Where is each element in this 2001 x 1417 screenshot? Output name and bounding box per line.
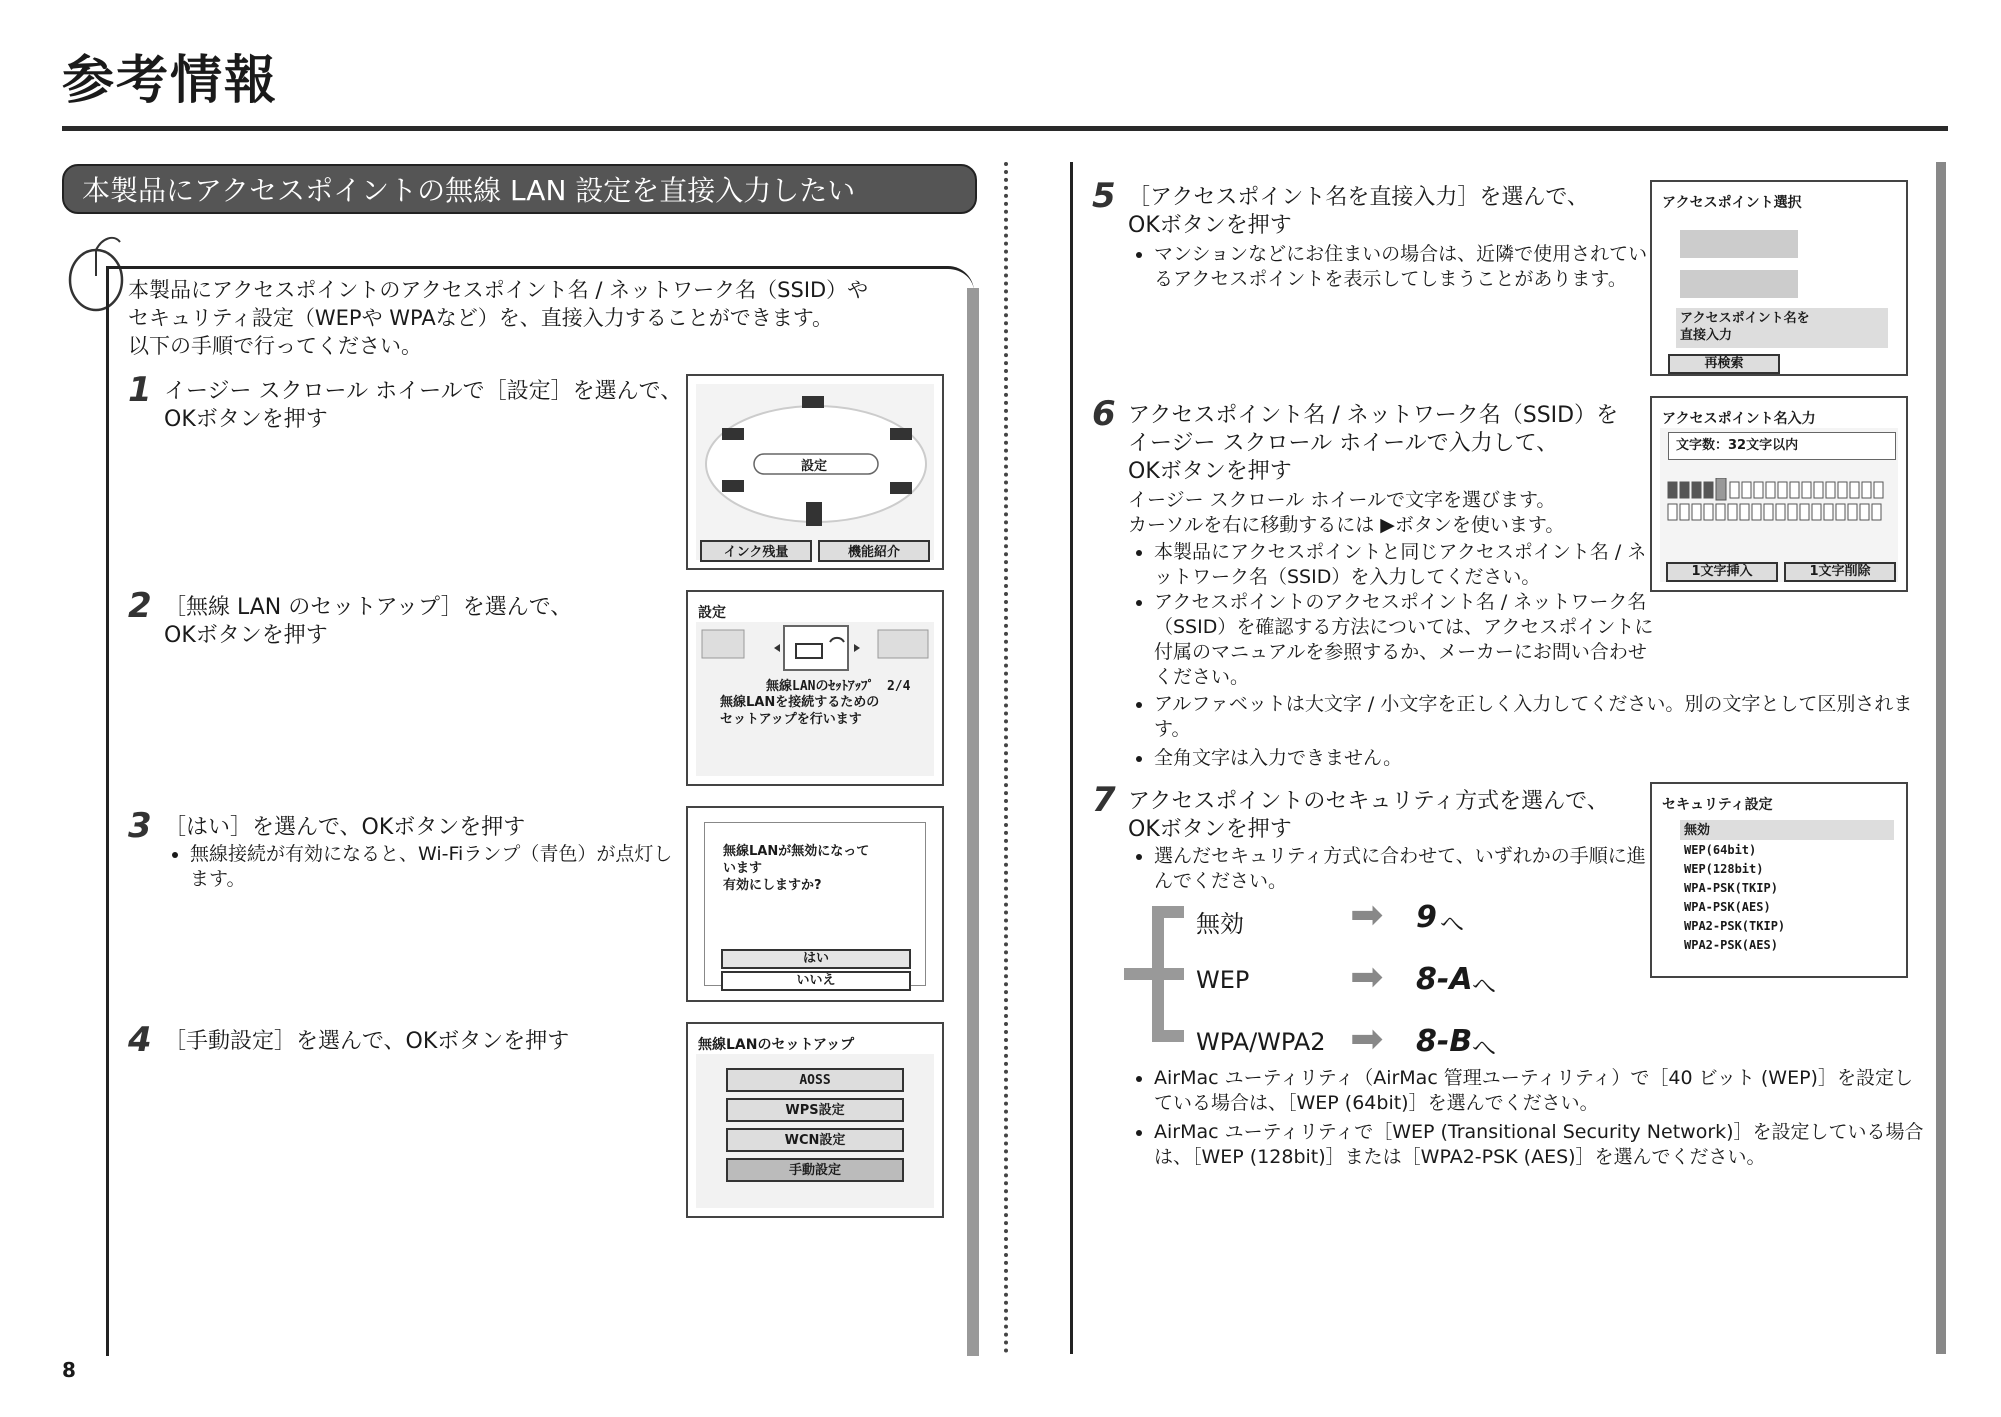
screen-settings — [686, 590, 944, 786]
screen-title: アクセスポイント選択 — [1662, 195, 1802, 211]
step-6-bullets-wide — [1130, 692, 1924, 771]
screen-security-settings — [1650, 782, 1908, 978]
screen-home — [686, 374, 944, 570]
intro-line: セキュリティ設定（WEPや WPAなど）を、直接入力することができます。 — [128, 306, 834, 330]
step-number: 4 — [128, 1020, 152, 1060]
screen-title: アクセスポイント名入力 — [1662, 411, 1816, 427]
direct-input-label: アクセスポイント名を — [1680, 311, 1810, 326]
page-number: 8 — [62, 1358, 76, 1382]
intro-text — [128, 276, 948, 360]
step-7-text — [1128, 788, 1609, 844]
aoss-option[interactable]: AOSS — [726, 1068, 904, 1092]
step-line: アクセスポイント名 / ネットワーク名（SSID）を — [1128, 403, 1619, 428]
rescan-button[interactable]: 再検索 — [1668, 354, 1780, 374]
route-suffix: へ — [1440, 910, 1464, 938]
intro-line: 以下の手順で行ってください。 — [128, 334, 422, 358]
step-6-notes — [1128, 488, 1564, 538]
char-limit-label: 文字数：32文字以内 — [1676, 438, 1799, 453]
bullet-item: • アクセスポイントのアクセスポイント名 / ネットワーク名（SSID）を確認する方法については、アクセスポイントに付属のマニュアルを参照するか、メーカーにお問い合わせください。 — [1154, 590, 1654, 690]
step-line: アクセスポイントのセキュリティ方式を選んで、 — [1128, 789, 1609, 814]
security-option[interactable]: WEP(128bit) — [1684, 862, 1764, 876]
delete-char-button[interactable]: 1文字削除 — [1784, 562, 1896, 582]
right-panel-frame — [1070, 162, 1073, 1354]
screen-title: 無線LANのセットアップ — [698, 1037, 855, 1053]
right-panel-rail — [1936, 162, 1946, 1354]
bullet-item: • アルファベットは大文字 / 小文字を正しく入力してください。別の文字として区別されます。 — [1154, 692, 1924, 742]
manual-option[interactable]: 手動設定 — [726, 1158, 904, 1182]
step-number: 7 — [1092, 780, 1116, 820]
security-option[interactable]: WPA2-PSK(AES) — [1684, 938, 1778, 952]
screen-desc: 無線LANを接続するための — [720, 695, 880, 710]
column-divider — [1004, 162, 1008, 1354]
step-number: 3 — [128, 806, 152, 846]
page-title: 参考情報 — [62, 51, 279, 111]
final-bullets — [1130, 1066, 1924, 1170]
step-number: 5 — [1092, 176, 1116, 216]
step-number: 6 — [1092, 394, 1116, 434]
route-suffix: へ — [1472, 1034, 1496, 1062]
selected-row-bg — [1680, 820, 1894, 840]
step-3-text: ［はい］を選んで、OKボタンを押す — [164, 815, 526, 840]
route-label: WPA/WPA2 — [1196, 1028, 1326, 1056]
note-line: カーソルを右に移動するには ▶ボタンを使います。 — [1128, 514, 1565, 536]
bullet-item: • 無線接続が有効になると、Wi-Fiランプ（青色）が点灯します。 — [190, 842, 690, 892]
direct-input-label: 直接入力 — [1680, 328, 1733, 343]
bullet-item: • マンションなどにお住まいの場合は、近隣で使用されているアクセスポイントを表示してしまうことがあります。 — [1154, 242, 1654, 292]
route-bracket-icon — [1124, 906, 1188, 1046]
left-panel-rail — [967, 288, 979, 1356]
screen-desc: セットアップを行います — [720, 712, 862, 727]
step-line: ［無線 LAN のセットアップ］を選んで、 — [164, 595, 573, 620]
security-option[interactable]: WPA-PSK(TKIP) — [1684, 881, 1778, 895]
screen-ap-select — [1650, 180, 1908, 376]
arrow-right-icon: ➡ — [1350, 892, 1384, 938]
screen-ap-name-input — [1650, 396, 1908, 592]
security-option[interactable]: WPA-PSK(AES) — [1684, 900, 1771, 914]
step-line: OKボタンを押す — [1128, 213, 1292, 238]
step-line: イージー スクロール ホイールで［設定］を選んで、 — [164, 379, 683, 404]
security-option[interactable]: 無効 — [1684, 823, 1711, 838]
step-5-text — [1128, 184, 1589, 240]
features-button[interactable]: 機能紹介 — [818, 540, 930, 562]
screen-caption: 無線LANのｾｯﾄｱｯﾌﾟ 2/4 — [766, 679, 911, 694]
bullet-item: • 本製品にアクセスポイントと同じアクセスポイント名 / ネットワーク名（SSID）を入力してください。 — [1154, 540, 1654, 590]
section-title: 本製品にアクセスポイントの無線 LAN 設定を直接入力したい — [62, 164, 977, 214]
char-grid-icon[interactable] — [1660, 478, 1900, 526]
step-line: OKボタンを押す — [164, 407, 328, 432]
step-2-text — [164, 594, 572, 650]
dialog-message: います — [723, 861, 763, 876]
intro-line: 本製品にアクセスポイントのアクセスポイント名 / ネットワーク名（SSID）や — [128, 278, 869, 302]
dialog-message: 有効にしますか? — [723, 878, 822, 893]
step-number: 1 — [128, 370, 152, 410]
step-line: OKボタンを押す — [1128, 817, 1292, 842]
note-line: イージー スクロール ホイールで文字を選びます。 — [1128, 489, 1556, 511]
step-6-bullets — [1130, 540, 1654, 690]
insert-char-button[interactable]: 1文字挿入 — [1666, 562, 1778, 582]
step-7-bullets — [1130, 844, 1664, 894]
home-center-label: 設定 — [801, 459, 828, 474]
screen-title: 設定 — [698, 605, 726, 621]
step-number: 2 — [128, 586, 152, 626]
yes-button[interactable]: はい — [721, 949, 911, 969]
step-line: OKボタンを押す — [164, 623, 328, 648]
security-option[interactable]: WEP(64bit) — [1684, 843, 1757, 857]
step-1-text — [164, 378, 682, 434]
bullet-item: • AirMac ユーティリティで［WEP (Transitional Security Network)］を設定している場合は、［WEP (128bit)］または［WPA2-PSK (AES)］を選んでください。 — [1154, 1120, 1924, 1170]
screen-title: セキュリティ設定 — [1662, 797, 1773, 813]
step-5-bullets — [1130, 242, 1654, 292]
route-target: 9 — [1416, 900, 1437, 935]
security-option[interactable]: WPA2-PSK(TKIP) — [1684, 919, 1786, 933]
screen-wireless-setup — [686, 1022, 944, 1218]
screen-enable-wireless — [686, 806, 944, 1002]
bullet-item: • 選んだセキュリティ方式に合わせて、いずれかの手順に進んでください。 — [1154, 844, 1664, 894]
arrow-right-icon: ➡ — [1350, 954, 1384, 1000]
route-label: WEP — [1196, 966, 1250, 994]
bullet-item: • AirMac ユーティリティ（AirMac 管理ユーティリティ）で［40 ビット (WEP)］を設定している場合は、［WEP (64bit)］を選んでください。 — [1154, 1066, 1924, 1116]
wireless-setup-icon — [696, 622, 936, 682]
ink-level-button[interactable]: インク残量 — [700, 540, 812, 562]
route-suffix: へ — [1472, 972, 1496, 1000]
step-6-text — [1128, 402, 1618, 486]
bullet-item: • 全角文字は入力できません。 — [1154, 746, 1924, 771]
step-line: OKボタンを押す — [1128, 459, 1292, 484]
wcn-option[interactable]: WCN設定 — [726, 1128, 904, 1152]
arrow-right-icon: ➡ — [1350, 1016, 1384, 1062]
step-line: ［アクセスポイント名を直接入力］を選んで、 — [1128, 185, 1589, 210]
route-target: 8-B — [1416, 1024, 1473, 1059]
step-3-bullets — [166, 842, 690, 892]
title-rule — [62, 126, 1948, 131]
route-target: 8-A — [1416, 962, 1473, 997]
blurred-ap-item[interactable] — [1680, 270, 1798, 298]
step-line: イージー スクロール ホイールで入力して、 — [1128, 431, 1559, 456]
dialog-message: 無線LANが無効になって — [723, 844, 870, 859]
no-button[interactable]: いいえ — [721, 971, 911, 991]
wps-option[interactable]: WPS設定 — [726, 1098, 904, 1122]
step-4-text: ［手動設定］を選んで、OKボタンを押す — [164, 1029, 570, 1054]
route-label: 無効 — [1196, 910, 1244, 938]
blurred-ap-item[interactable] — [1680, 230, 1798, 258]
